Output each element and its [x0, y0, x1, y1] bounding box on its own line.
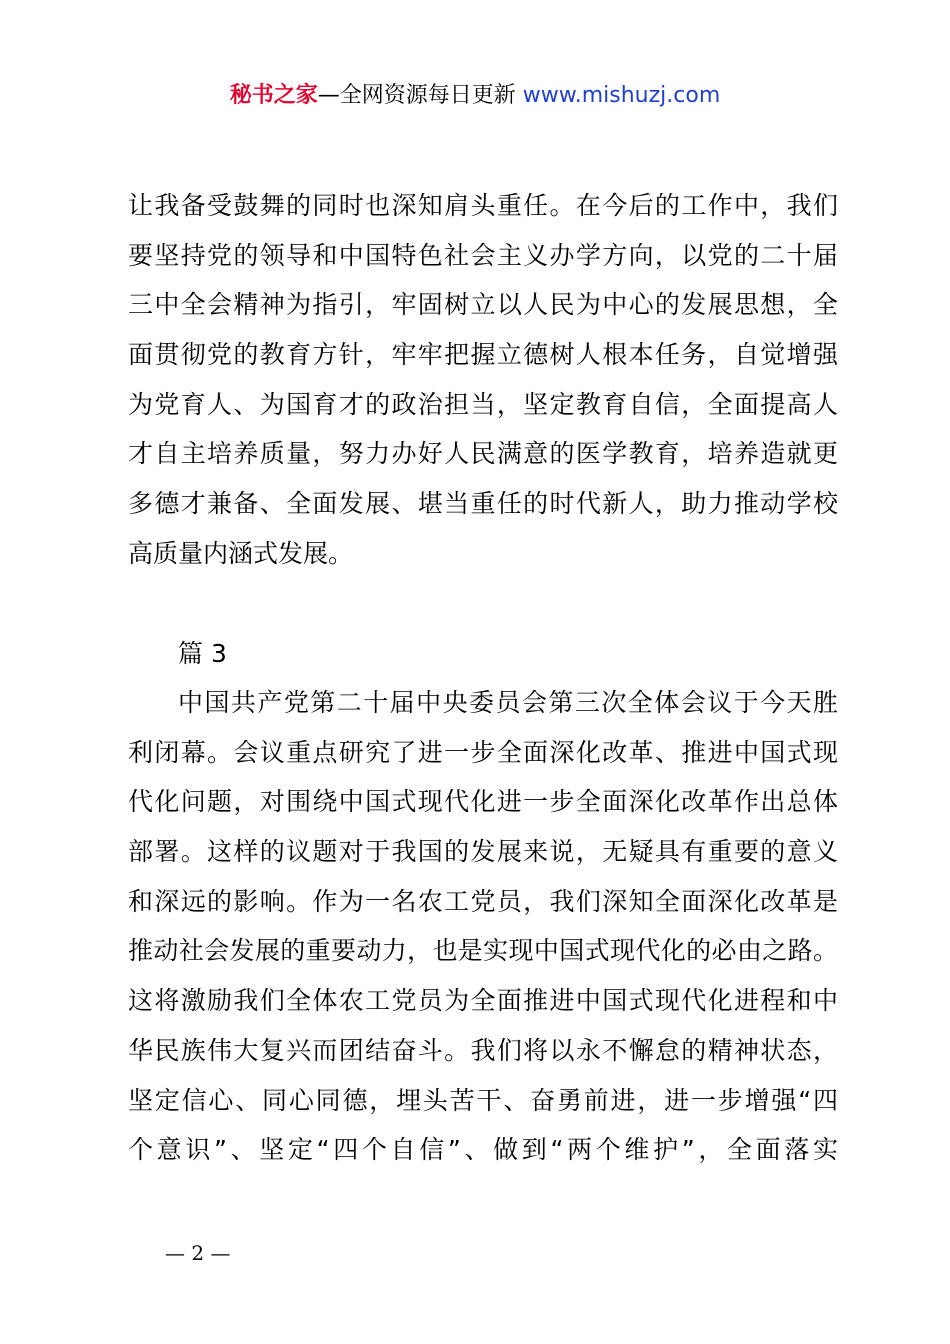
- paragraph-line: 代化问题，对围绕中国式现代化进一步全面深化改革作出总体: [128, 787, 838, 817]
- header-tagline: —全网资源每日更新: [317, 83, 516, 108]
- paragraph-2: [128, 678, 838, 1175]
- paragraph-line: 个意识”、坚定“四个自信”、做到“两个维护”，全面落实: [128, 1135, 838, 1165]
- paragraph-line: 为党育人、为国育才的政治担当，坚定教育自信，全面提高人: [128, 389, 838, 419]
- paragraph-line: 华民族伟大复兴而团结奋斗。我们将以永不懈怠的精神状态，: [128, 1035, 838, 1065]
- paragraph-line: 中国共产党第二十届中央委员会第三次全体会议于今天胜: [178, 688, 838, 717]
- site-url-link[interactable]: www.mishuzj.com: [522, 83, 721, 108]
- paragraph-1: [128, 181, 838, 579]
- paragraph-line: 坚定信心、同心同德，埋头苦干、奋勇前进，进一步增强“四: [128, 1085, 838, 1115]
- paragraph-line: 和深远的影响。作为一名农工党员，我们深知全面深化改革是: [128, 886, 838, 916]
- paragraph-line: 才自主培养质量，努力办好人民满意的医学教育，培养造就更: [128, 439, 838, 469]
- paragraph-line: 要坚持党的领导和中国特色社会主义办学方向，以党的二十届: [128, 240, 838, 270]
- paragraph-line: 高质量内涵式发展。: [128, 538, 354, 568]
- paragraph-line: 利闭幕。会议重点研究了进一步全面深化改革、推进中国式现: [128, 737, 838, 767]
- paragraph-line: 推动社会发展的重要动力，也是实现中国式现代化的必由之路。: [128, 936, 838, 966]
- section-title: 篇 3: [178, 639, 227, 668]
- paragraph-line: 三中全会精神为指引，牢固树立以人民为中心的发展思想，全: [128, 290, 838, 320]
- paragraph-line: 多德才兼备、全面发展、堪当重任的时代新人，助力推动学校: [128, 489, 838, 519]
- site-header: [0, 80, 950, 112]
- paragraph-line: 部署。这样的议题对于我国的发展来说，无疑具有重要的意义: [128, 837, 838, 867]
- paragraph-line: 面贯彻党的教育方针，牢牢把握立德树人根本任务，自觉增强: [128, 340, 838, 370]
- paragraph-line: 让我备受鼓舞的同时也深知肩头重任。在今后的工作中，我们: [128, 191, 838, 220]
- paragraph-line: 这将激励我们全体农工党员为全面推进中国式现代化进程和中: [128, 986, 838, 1016]
- page-number: — 2 —: [165, 1241, 231, 1265]
- brand-name: 秘书之家: [229, 83, 318, 108]
